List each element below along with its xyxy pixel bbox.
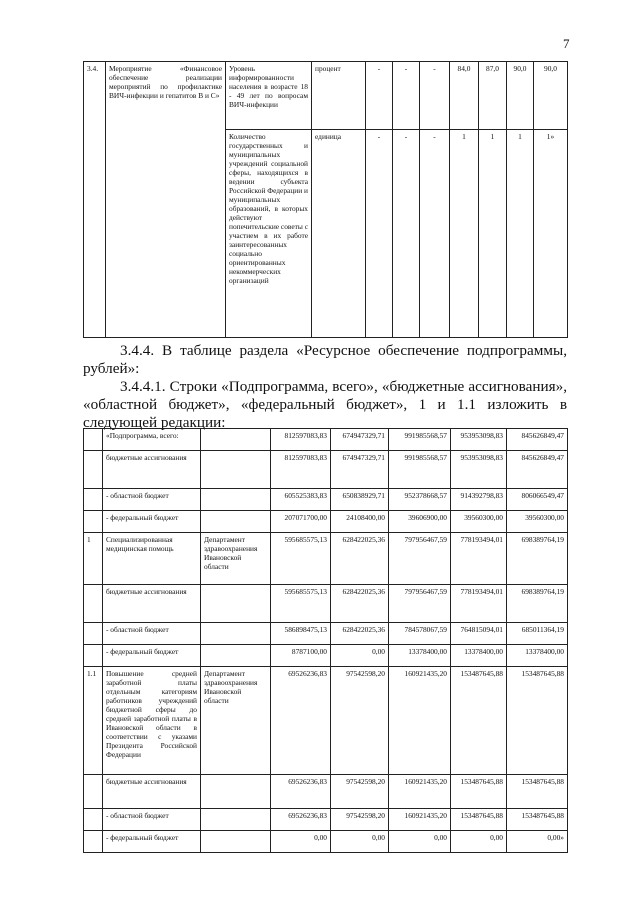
resource-table <box>83 428 568 853</box>
amount-cell: 153487645,88 <box>451 667 507 775</box>
amount-cell: 605525383,83 <box>271 489 331 511</box>
amount-cell: 991985568,57 <box>389 429 451 451</box>
row-number <box>84 809 103 831</box>
row-name: - областной бюджет <box>103 489 201 511</box>
row-number <box>84 429 103 451</box>
row-executor <box>201 511 271 533</box>
amount-cell: 674947329,71 <box>331 429 389 451</box>
amount-cell: 13378400,00 <box>451 645 507 667</box>
indicator-value: 1 <box>507 130 534 338</box>
amount-cell: 764815094,01 <box>451 623 507 645</box>
amount-cell: 845626849,47 <box>507 451 568 489</box>
amendment-paragraph: 3.4.4. В таблице раздела «Ресурсное обеспечение подпрограммы, рублей»: <box>83 342 567 377</box>
amount-cell: 97542598,20 <box>331 667 389 775</box>
row-executor <box>201 809 271 831</box>
amount-cell: 595685575,13 <box>271 533 331 585</box>
row-name: - областной бюджет <box>103 809 201 831</box>
indicator-value: - <box>393 130 420 338</box>
row-name: бюджетные ассигнования <box>103 585 201 623</box>
amount-cell: 586898475,13 <box>271 623 331 645</box>
row-number: 1 <box>84 533 103 585</box>
amount-cell: 685011364,19 <box>507 623 568 645</box>
amount-cell: 153487645,88 <box>451 809 507 831</box>
amount-cell: 160921435,20 <box>389 667 451 775</box>
amount-cell: 797956467,59 <box>389 533 451 585</box>
row-name: Повышение средней заработной платы отдельным категориям работников учреждений бюджетной сферы до средней заработной платы в Ивановской области в соответствии с указами Президента Российской Федерации <box>103 667 201 775</box>
amount-cell: 953953098,83 <box>451 451 507 489</box>
amount-cell: 952378668,57 <box>389 489 451 511</box>
row-name: - областной бюджет <box>103 623 201 645</box>
amount-cell: 914392798,83 <box>451 489 507 511</box>
row-number <box>84 623 103 645</box>
row-number <box>84 645 103 667</box>
amount-cell: 628422025,36 <box>331 533 389 585</box>
amount-cell: 628422025,36 <box>331 585 389 623</box>
amount-cell: 845626849,47 <box>507 429 568 451</box>
amount-cell: 806066549,47 <box>507 489 568 511</box>
amount-cell: 674947329,71 <box>331 451 389 489</box>
row-name: - федеральный бюджет <box>103 511 201 533</box>
row-name: бюджетные ассигнования <box>103 451 201 489</box>
indicator-unit: единица <box>312 130 366 338</box>
amount-cell: 207071700,00 <box>271 511 331 533</box>
row-name: - федеральный бюджет <box>103 645 201 667</box>
amount-cell: 13378400,00 <box>507 645 568 667</box>
amount-cell: 13378400,00 <box>389 645 451 667</box>
row-executor <box>201 585 271 623</box>
amount-cell: 0,00 <box>451 831 507 853</box>
indicator-value: - <box>366 62 393 130</box>
amount-cell: 0,00» <box>507 831 568 853</box>
indicator-value: 90,0 <box>507 62 534 130</box>
row-executor <box>201 775 271 809</box>
row-number <box>84 511 103 533</box>
amount-cell: 69526236,83 <box>271 775 331 809</box>
amount-cell: 698389764,19 <box>507 585 568 623</box>
amount-cell: 784578067,59 <box>389 623 451 645</box>
row-executor <box>201 645 271 667</box>
indicator-value: 1 <box>479 130 507 338</box>
amount-cell: 24108400,00 <box>331 511 389 533</box>
amount-cell: 991985568,57 <box>389 451 451 489</box>
amount-cell: 812597083,83 <box>271 451 331 489</box>
row-executor <box>201 451 271 489</box>
amount-cell: 778193494,01 <box>451 533 507 585</box>
row-executor <box>201 831 271 853</box>
resource-row <box>84 645 568 667</box>
amount-cell: 797956467,59 <box>389 585 451 623</box>
indicator-name: Количество государственных и муниципальных учреждений социальной сферы, находящихся в ведении субъекта Российской Федерации и муниципальных образований, в которых действуют попечительские советы с участием в их работе заинтересованных социально ориентированных некоммерческих организаций <box>226 130 312 338</box>
resource-row <box>84 809 568 831</box>
amount-cell: 0,00 <box>331 645 389 667</box>
resource-row <box>84 585 568 623</box>
row-executor: Департамент здравоохранения Ивановской области <box>201 533 271 585</box>
amount-cell: 628422025,36 <box>331 623 389 645</box>
indicator-value: 84,0 <box>450 62 479 130</box>
event-title: Мероприятие «Финансовое обеспечение реализации мероприятий по профилактике ВИЧ-инфекции и гепатитов В и С» <box>106 62 226 338</box>
row-number <box>84 831 103 853</box>
row-name: «Подпрограмма, всего: <box>103 429 201 451</box>
resource-row <box>84 489 568 511</box>
amount-cell: 812597083,83 <box>271 429 331 451</box>
resource-row <box>84 667 568 775</box>
amount-cell: 595685575,13 <box>271 585 331 623</box>
indicator-value: - <box>420 130 450 338</box>
amount-cell: 153487645,88 <box>451 775 507 809</box>
row-executor: Департамент здравоохранения Ивановской области <box>201 667 271 775</box>
amount-cell: 153487645,88 <box>507 667 568 775</box>
indicator-value: 1» <box>534 130 568 338</box>
amount-cell: 0,00 <box>271 831 331 853</box>
event-number: 3.4. <box>84 62 106 338</box>
row-number <box>84 585 103 623</box>
resource-row <box>84 623 568 645</box>
row-number: 1.1 <box>84 667 103 775</box>
amount-cell: 39560300,00 <box>451 511 507 533</box>
amount-cell: 39606900,00 <box>389 511 451 533</box>
row-executor <box>201 429 271 451</box>
amount-cell: 39560300,00 <box>507 511 568 533</box>
page-number: 7 <box>563 36 570 51</box>
indicator-value: - <box>366 130 393 338</box>
amount-cell: 97542598,20 <box>331 809 389 831</box>
amount-cell: 153487645,88 <box>507 809 568 831</box>
amount-cell: 0,00 <box>331 831 389 853</box>
indicator-value: 90,0 <box>534 62 568 130</box>
row-name: Специализированная медицинская помощь <box>103 533 201 585</box>
amount-cell: 650838929,71 <box>331 489 389 511</box>
resource-row <box>84 831 568 853</box>
amendment-paragraph: 3.4.4.1. Строки «Подпрограмма, всего», «бюджетные ассигнования», «областной бюджет», «федеральный бюджет», 1 и 1.1 изложить в следующей редакции: <box>83 378 567 431</box>
row-number <box>84 775 103 809</box>
indicator-value: - <box>393 62 420 130</box>
amount-cell: 698389764,19 <box>507 533 568 585</box>
row-number <box>84 451 103 489</box>
amount-cell: 69526236,83 <box>271 667 331 775</box>
row-name: бюджетные ассигнования <box>103 775 201 809</box>
row-executor <box>201 489 271 511</box>
resource-row <box>84 451 568 489</box>
amount-cell: 8787100,00 <box>271 645 331 667</box>
amount-cell: 69526236,83 <box>271 809 331 831</box>
indicator-value: 87,0 <box>479 62 507 130</box>
row-number <box>84 489 103 511</box>
indicators-table <box>83 61 568 338</box>
row-name: - федеральный бюджет <box>103 831 201 853</box>
resource-row <box>84 429 568 451</box>
indicator-value: 1 <box>450 130 479 338</box>
indicator-name: Уровень информированности населения в возрасте 18 - 49 лет по вопросам ВИЧ-инфекции <box>226 62 312 130</box>
indicator-value: - <box>420 62 450 130</box>
resource-row <box>84 775 568 809</box>
amount-cell: 153487645,88 <box>507 775 568 809</box>
amount-cell: 953953098,83 <box>451 429 507 451</box>
indicator-row <box>84 62 568 130</box>
amount-cell: 160921435,20 <box>389 775 451 809</box>
resource-row <box>84 533 568 585</box>
amount-cell: 160921435,20 <box>389 809 451 831</box>
indicator-unit: процент <box>312 62 366 130</box>
amount-cell: 0,00 <box>389 831 451 853</box>
amount-cell: 97542598,20 <box>331 775 389 809</box>
row-executor <box>201 623 271 645</box>
resource-row <box>84 511 568 533</box>
amount-cell: 778193494,01 <box>451 585 507 623</box>
